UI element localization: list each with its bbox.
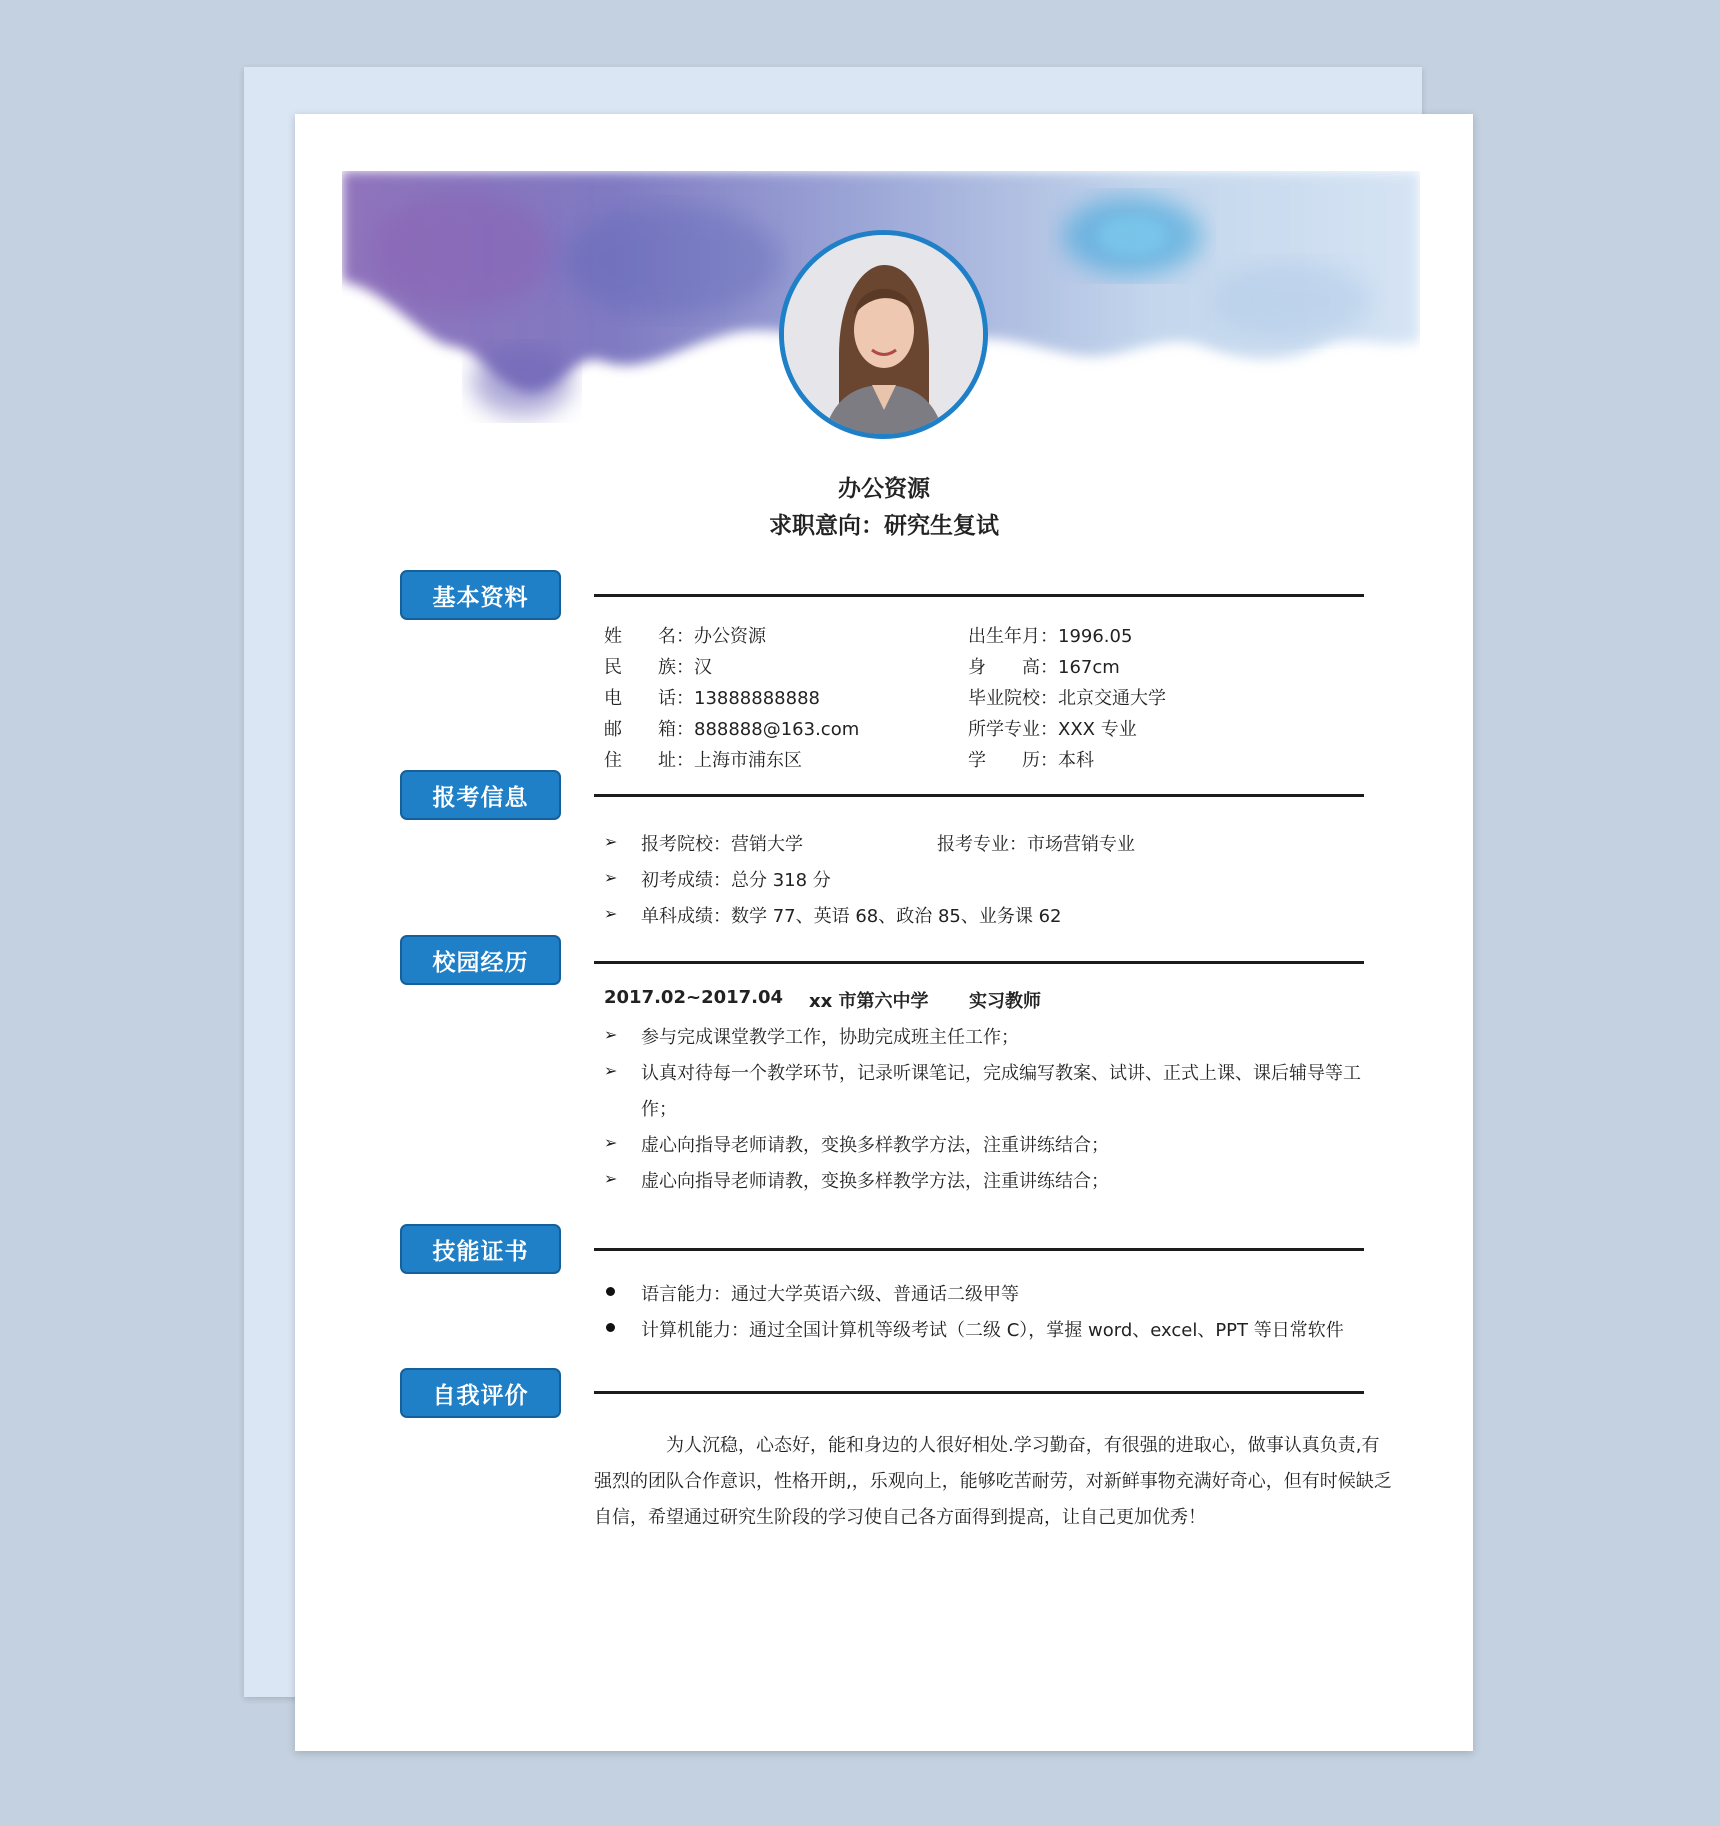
section-divider (594, 1248, 1364, 1251)
exam-subjects: 单科成绩：数学 77、英语 68、政治 85、业务课 62 (641, 906, 1062, 927)
section-divider (594, 594, 1364, 597)
resume-page (295, 114, 1473, 1751)
info-value: 办公资源 (694, 626, 766, 647)
info-value: 本科 (1058, 750, 1094, 771)
campus-org: xx 市第六中学 (809, 991, 929, 1012)
section-divider (594, 794, 1364, 797)
info-value: 北京交通大学 (1058, 688, 1166, 709)
section-badge-basic: 基本资料 (400, 570, 561, 620)
info-value: 13888888888 (694, 688, 820, 709)
info-value: 167cm (1058, 657, 1120, 678)
info-label: 邮 箱： (604, 719, 694, 740)
info-label: 出生年月： (968, 626, 1058, 647)
campus-item: 参与完成课堂教学工作，协助完成班主任工作； (641, 1027, 1019, 1048)
info-degree (968, 746, 1094, 772)
exam-target-major: 报考专业：市场营销专业 (937, 834, 1135, 855)
info-label: 学 历： (968, 750, 1058, 771)
dot-bullet-icon (606, 1323, 615, 1332)
arrow-bullet-icon: ➢ (604, 832, 618, 851)
info-value: 汉 (694, 657, 712, 678)
section-badge-self: 自我评价 (400, 1368, 561, 1418)
campus-role: 实习教师 (969, 991, 1041, 1012)
info-value: 888888@163.com (694, 719, 860, 740)
info-value: XXX 专业 (1058, 719, 1137, 740)
info-email (604, 715, 859, 741)
section-divider (594, 1391, 1364, 1394)
info-label: 住 址： (604, 750, 694, 771)
campus-item: 认真对待每一个教学环节，记录听课笔记，完成编写教案、试讲、正式上课、课后辅导等工 (641, 1063, 1361, 1084)
campus-item: 虚心向指导老师请教，变换多样教学方法，注重讲练结合； (641, 1171, 1109, 1192)
info-label: 电 话： (604, 688, 694, 709)
skill-item: 语言能力：通过大学英语六级、普通话二级甲等 (641, 1284, 1019, 1305)
arrow-bullet-icon: ➢ (604, 1025, 618, 1044)
arrow-bullet-icon: ➢ (604, 868, 618, 887)
info-label: 民 族： (604, 657, 694, 678)
info-value: 1996.05 (1058, 626, 1133, 647)
info-name (604, 622, 766, 648)
section-badge-skills: 技能证书 (400, 1224, 561, 1274)
info-label: 毕业院校： (968, 688, 1058, 709)
info-ethnic (604, 653, 712, 679)
dot-bullet-icon (606, 1287, 615, 1296)
arrow-bullet-icon: ➢ (604, 1133, 618, 1152)
campus-period: 2017.02~2017.04 (604, 987, 784, 1008)
info-label: 所学专业： (968, 719, 1058, 740)
info-value: 上海市浦东区 (694, 750, 802, 771)
section-divider (594, 961, 1364, 964)
info-phone (604, 684, 820, 710)
info-birth (968, 622, 1132, 648)
section-badge-campus: 校园经历 (400, 935, 561, 985)
job-objective: 求职意向：研究生复试 (769, 513, 999, 539)
info-major (968, 715, 1137, 741)
skill-item: 计算机能力：通过全国计算机等级考试（二级 C），掌握 word、excel、PPT 等日常软件 (641, 1320, 1344, 1341)
candidate-name: 办公资源 (838, 476, 930, 502)
exam-target-school: 报考院校：营销大学 (641, 834, 803, 855)
campus-item: 虚心向指导老师请教，变换多样教学方法，注重讲练结合； (641, 1135, 1109, 1156)
arrow-bullet-icon: ➢ (604, 1169, 618, 1188)
section-badge-exam: 报考信息 (400, 770, 561, 820)
exam-score: 初考成绩：总分 318 分 (641, 870, 831, 891)
info-label: 姓 名： (604, 626, 694, 647)
self-evaluation-text: 为人沉稳，心态好，能和身边的人很好相处.学习勤奋，有很强的进取心，做事认真负责,有强烈的团队合作意识，性格开朗,，乐观向上，能够吃苦耐劳，对新鲜事物充满好奇心，但有时候缺乏自信，希望通过研究生阶段的学习使自己各方面得到提高，让自己更加优秀！ (594, 1435, 1392, 1528)
avatar-photo (779, 230, 988, 439)
info-height (968, 653, 1120, 679)
arrow-bullet-icon: ➢ (604, 904, 618, 923)
arrow-bullet-icon: ➢ (604, 1061, 618, 1080)
info-address (604, 746, 802, 772)
campus-item-continued: 作； (641, 1099, 677, 1120)
info-school (968, 684, 1166, 710)
info-label: 身 高： (968, 657, 1058, 678)
